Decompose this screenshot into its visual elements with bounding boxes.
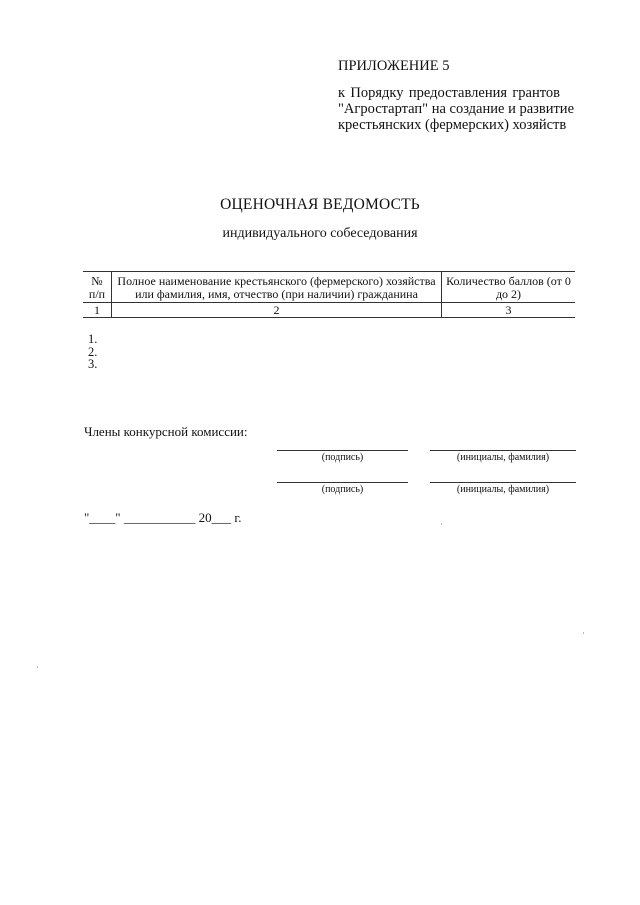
appendix-line-1: к Порядку предоставления грантов: [338, 85, 560, 101]
date-line: "____" ___________ 20___ г.: [84, 510, 242, 525]
document-title: ОЦЕНОЧНАЯ ВЕДОМОСТЬ: [220, 196, 420, 213]
signature-line: [277, 482, 408, 483]
scan-speck: [37, 666, 38, 668]
signature-field: [277, 450, 408, 463]
row-number: 3.: [88, 357, 98, 371]
column-number: 1: [83, 303, 112, 318]
name-field: [430, 482, 576, 495]
row-numbers: [88, 333, 97, 371]
name-field: [430, 450, 576, 463]
scan-speck: [441, 523, 442, 525]
appendix-line-2: "Агростартап" на создание и развитие: [338, 101, 575, 117]
name-line: [430, 450, 576, 451]
signature-caption: (подпись): [321, 452, 364, 463]
name-caption: (инициалы, фамилия): [456, 452, 550, 463]
signature-field: [277, 482, 408, 495]
appendix-block: [338, 58, 575, 133]
evaluation-table: [83, 271, 575, 318]
signature-line: [277, 450, 408, 451]
column-number: 3: [442, 303, 576, 318]
commission-label: Члены конкурсной комиссии:: [84, 424, 248, 439]
header-number: № п/п: [83, 272, 112, 303]
column-number: 2: [112, 303, 442, 318]
scan-speck: [583, 632, 584, 634]
document-subtitle: индивидуального собеседования: [222, 226, 418, 241]
appendix-title: ПРИЛОЖЕНИЕ 5: [338, 58, 450, 74]
row-number: 1.: [88, 332, 98, 346]
appendix-line-3: крестьянских (фермерских) хозяйств: [338, 117, 567, 133]
header-name: Полное наименование крестьянского (фермерского) хозяйства или фамилия, имя, отчество (при наличии) гражданина: [112, 272, 442, 303]
signature-caption: (подпись): [321, 484, 364, 495]
name-line: [430, 482, 576, 483]
table-header-row: [83, 272, 575, 303]
name-caption: (инициалы, фамилия): [456, 484, 550, 495]
column-number-row: [83, 303, 575, 318]
row-number: 2.: [88, 344, 98, 359]
header-score: Количество баллов (от 0 до 2): [442, 272, 576, 303]
